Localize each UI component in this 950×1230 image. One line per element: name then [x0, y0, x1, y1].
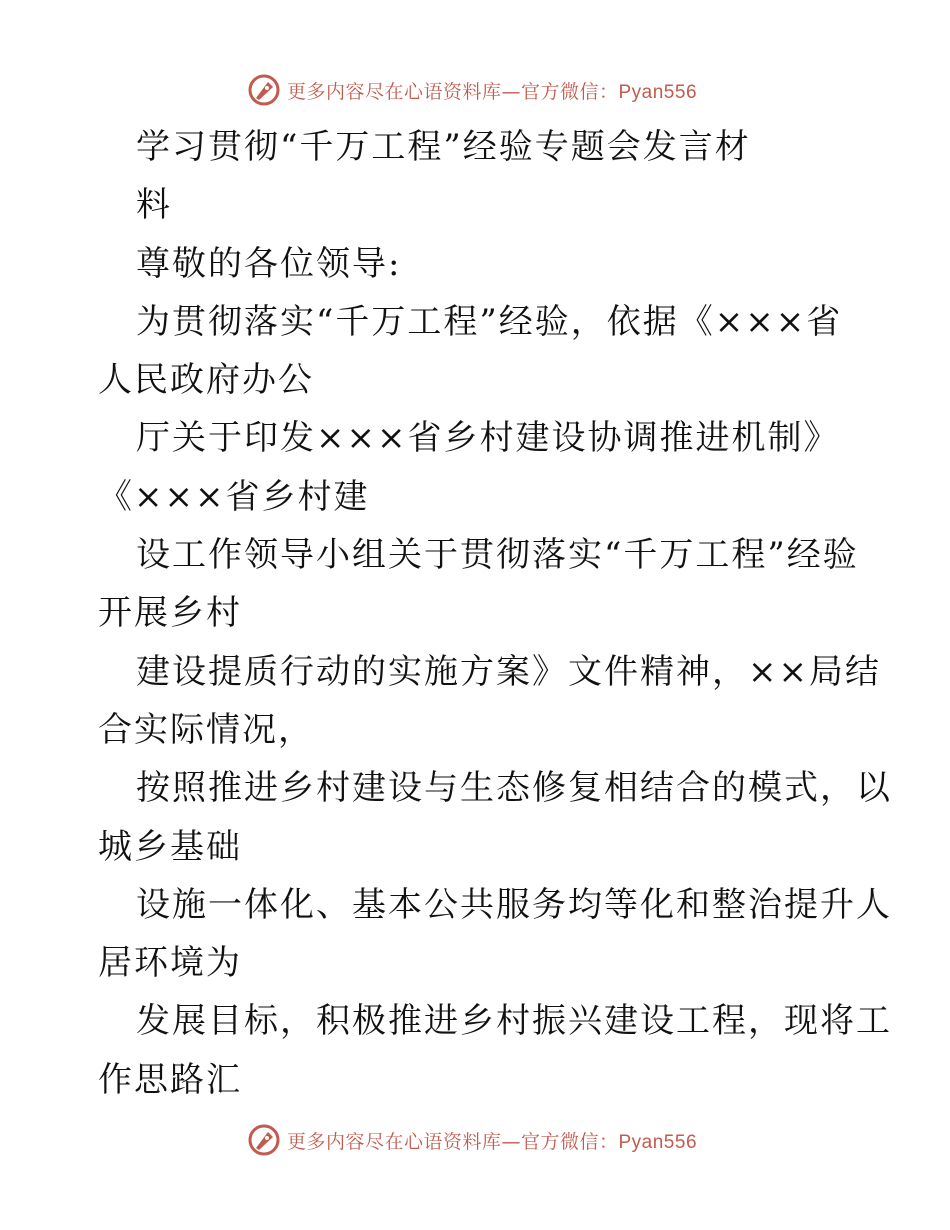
header-watermark-text: 更多内容尽在心语资料库—官方微信：Pyan556	[286, 80, 698, 103]
paragraph-line: 设工作领导小组关于贯彻落实“千万工程”经验	[136, 535, 859, 576]
header-watermark-banner	[0, 70, 950, 110]
footer-watermark-handle: Pyan556	[618, 1131, 698, 1153]
header-watermark	[247, 73, 697, 107]
paragraph-line: 人民政府办公	[98, 360, 314, 401]
footer-watermark	[247, 1123, 697, 1157]
paragraph-line: 城乡基础	[98, 826, 242, 867]
paragraph-line: 发展目标，积极推进乡村振兴建设工程，现将工	[136, 1001, 892, 1042]
footer-watermark-banner	[0, 1120, 950, 1160]
paragraph-line: 按照推进乡村建设与生态修复相结合的模式，以	[136, 768, 892, 809]
paragraph-line: 建设提质行动的实施方案》文件精神，××局结	[136, 651, 881, 692]
paragraph-line: 开展乡村	[98, 593, 242, 634]
pen-nib-circle-icon	[247, 73, 281, 107]
paragraph-line: 为贯彻落实“千万工程”经验，依据《×××省	[136, 301, 843, 342]
paragraph-line: 合实际情况，	[98, 709, 314, 750]
footer-watermark-text: 更多内容尽在心语资料库—官方微信：Pyan556	[286, 1130, 698, 1153]
title-line-2: 料	[136, 185, 172, 226]
document-body	[98, 118, 892, 1109]
title-line-1: 学习贯彻“千万工程”经验专题会发言材	[136, 127, 751, 167]
salutation: 尊敬的各位领导:	[136, 243, 402, 284]
pen-nib-circle-icon	[247, 1123, 281, 1157]
paragraph-line: 作思路汇	[98, 1059, 242, 1100]
paragraph-line: 厅关于印发×××省乡村建设协调推进机制》	[136, 418, 840, 459]
paragraph-line: 设施一体化、基本公共服务均等化和整治提升人	[136, 884, 892, 925]
header-watermark-handle: Pyan556	[618, 81, 698, 103]
paragraph-line: 居环境为	[98, 943, 242, 984]
paragraph-line: 《×××省乡村建	[98, 476, 370, 517]
